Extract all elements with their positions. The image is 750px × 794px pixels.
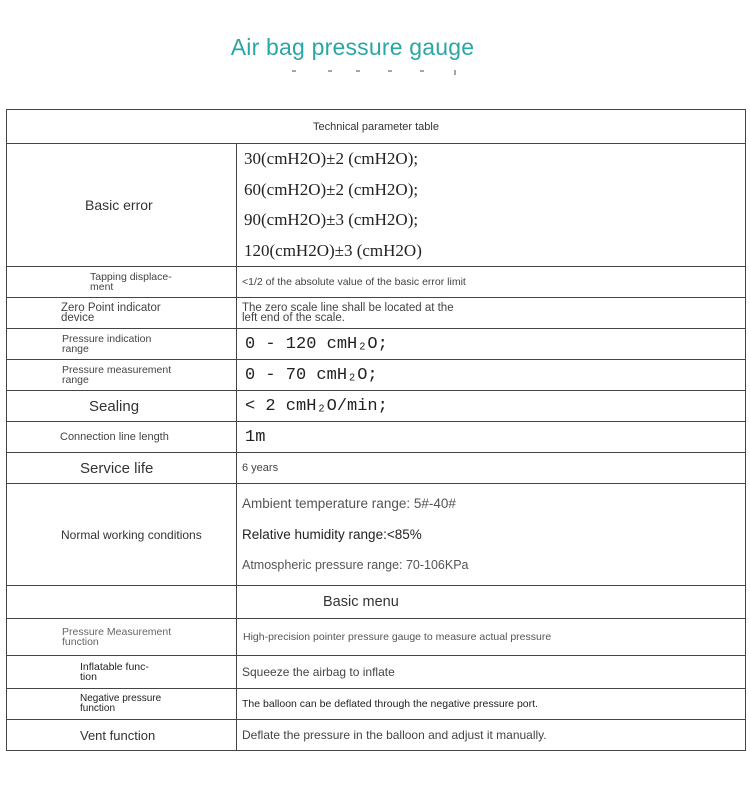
vent-function-value: Deflate the pressure in the balloon and adjust it manually.	[237, 720, 746, 751]
table-row	[7, 329, 746, 360]
working-conditions-label: Normal working conditions	[7, 484, 237, 586]
atmospheric-range: Atmospheric pressure range: 70-106KPa	[242, 558, 469, 572]
table-row	[7, 656, 746, 689]
working-conditions-values	[237, 484, 746, 586]
pressure-measurement-function-label: Pressure Measurement function	[7, 619, 237, 656]
inflatable-function-label: Inflatable func- tion	[7, 656, 237, 689]
vent-function-label: Vent function	[7, 720, 237, 751]
table-row	[7, 689, 746, 720]
service-life-value: 6 years	[237, 453, 746, 484]
page-title: Air bag pressure gauge	[230, 34, 475, 60]
table-header: Technical parameter table	[7, 110, 746, 144]
table-row	[7, 720, 746, 751]
tapping-label: Tapping displace- ment	[7, 267, 237, 298]
indication-range-label: Pressure indication range	[7, 329, 237, 360]
menu-header-empty-cell	[7, 586, 237, 619]
humidity-range: Relative humidity range:<85%	[242, 527, 422, 542]
table-row	[7, 422, 746, 453]
connection-label: Connection line length	[7, 422, 237, 453]
basic-error-line: 30(cmH2O)±2 (cmH2O);	[244, 149, 419, 168]
connection-value: 1m	[237, 422, 746, 453]
title-underline-marks	[270, 70, 490, 76]
table-row	[7, 453, 746, 484]
zero-point-value: The zero scale line shall be located at the left end of the scale.	[237, 298, 746, 329]
sealing-label: Sealing	[7, 391, 237, 422]
basic-error-values	[237, 144, 746, 267]
table-row	[7, 484, 746, 586]
negative-pressure-function-label: Negative pressure function	[7, 689, 237, 720]
table-row	[7, 619, 746, 656]
negative-pressure-function-value: The balloon can be deflated through the negative pressure port.	[237, 689, 746, 720]
inflatable-function-value: Squeeze the airbag to inflate	[237, 656, 746, 689]
parameter-table	[6, 109, 746, 751]
basic-error-line: 120(cmH2O)±3 (cmH2O)	[244, 240, 422, 260]
tapping-value: <1/2 of the absolute value of the basic error limit	[237, 267, 746, 298]
table-row	[7, 267, 746, 298]
menu-header: Basic menu	[237, 586, 746, 619]
pressure-measurement-function-value: High-precision pointer pressure gauge to measure actual pressure	[237, 619, 746, 656]
table-row	[7, 360, 746, 391]
basic-error-label: Basic error	[7, 144, 237, 267]
table-row	[7, 144, 746, 267]
table-row	[7, 298, 746, 329]
service-life-label: Service life	[7, 453, 237, 484]
basic-error-line: 90(cmH2O)±3 (cmH2O);	[244, 210, 419, 229]
indication-range-value: 0 - 120 cmH₂O;	[237, 329, 746, 360]
basic-error-line: 60(cmH2O)±2 (cmH2O);	[244, 179, 419, 199]
temperature-range: Ambient temperature range: 5#-40#	[242, 496, 456, 511]
table-header-row	[7, 110, 746, 144]
sealing-value: < 2 cmH₂O/min;	[237, 391, 746, 422]
table-row	[7, 586, 746, 619]
measurement-range-label: Pressure measurement range	[7, 360, 237, 391]
measurement-range-value: 0 - 70 cmH₂O;	[237, 360, 746, 391]
table-row	[7, 391, 746, 422]
zero-point-label: Zero Point indicator device	[7, 298, 237, 329]
